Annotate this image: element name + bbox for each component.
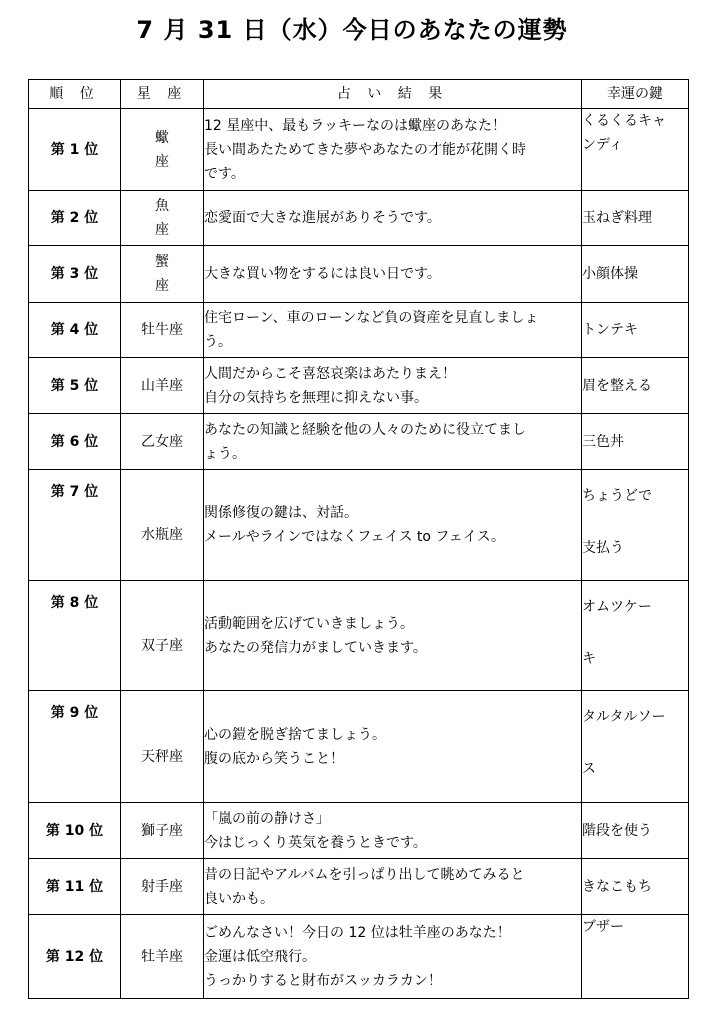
lucky-key-cell [582, 581, 689, 691]
rank-cell: 第 8 位 [29, 581, 121, 691]
result-cell [204, 581, 582, 691]
lucky-key-line: キ [582, 651, 596, 667]
lucky-key-cell [582, 191, 689, 246]
result-line: 12 星座中、最もラッキーなのは蠍座のあなた！ [204, 117, 506, 134]
lucky-key-cell [582, 859, 689, 915]
lucky-key-line: くるくるキャ [582, 113, 666, 129]
lucky-key-line: オムツケー [582, 599, 652, 615]
sign-cell: 水瓶座 [121, 470, 204, 581]
header-rank: 順 位 [29, 80, 121, 109]
result-cell [204, 691, 582, 803]
result-line: うっかりすると財布がスッカラカン！ [204, 972, 442, 989]
table-row [29, 358, 689, 414]
lucky-key-cell [582, 691, 689, 803]
table-row [29, 691, 689, 803]
lucky-key-line: きなこもち [582, 878, 652, 895]
result-line: あなたの知識と経験を他の人々のために役立てまし [204, 421, 526, 438]
header-key: 幸運の鍵 [582, 80, 689, 109]
result-cell [204, 246, 582, 303]
result-line: 住宅ローン、車のローンなど負の資産を見直しましょ [204, 310, 539, 326]
lucky-key-line: ス [582, 761, 596, 777]
sign-cell: 天秤座 [121, 691, 204, 803]
result-line: 長い間あたためてきた夢やあなたの才能が花開く時 [204, 141, 526, 158]
table-row [29, 109, 689, 191]
result-line: う。 [204, 334, 232, 350]
rank-cell: 第 5 位 [29, 358, 121, 414]
rank-cell: 第 10 位 [29, 803, 121, 859]
rank-cell: 第 11 位 [29, 859, 121, 915]
table-header-row [29, 80, 689, 109]
sign-cell: 双子座 [121, 581, 204, 691]
result-cell [204, 191, 582, 246]
sign-cell: 蟹 座 [121, 246, 204, 303]
table-row [29, 915, 689, 999]
table-row [29, 414, 689, 470]
result-line: 関係修復の鍵は、対話。 [204, 505, 358, 521]
lucky-key-cell [582, 414, 689, 470]
result-line: 昔の日記やアルバムを引っぱり出して眺めてみると [204, 866, 525, 883]
lucky-key-cell [582, 303, 689, 358]
lucky-key-line: ちょうどで [582, 488, 652, 504]
result-line: 自分の気持ちを無理に抑えない事。 [204, 389, 428, 406]
lucky-key-line: 眉を整える [582, 377, 652, 394]
result-line: 人間だからこそ喜怒哀楽はあたりまえ！ [204, 365, 456, 382]
lucky-key-line: ンディ [582, 137, 623, 153]
result-line: 心の鎧を脱ぎ捨てましょう。 [204, 726, 386, 743]
lucky-key-cell [582, 246, 689, 303]
table-row [29, 246, 689, 303]
lucky-key-line: タルタルソー [582, 709, 666, 725]
result-line: ごめんなさい！今日の 12 位は牡羊座のあなた！ [204, 924, 511, 941]
fortune-table [28, 79, 689, 999]
result-cell [204, 915, 582, 999]
table-row [29, 470, 689, 581]
lucky-key-cell [582, 803, 689, 859]
lucky-key-line: 玉ねぎ料理 [582, 210, 652, 226]
sign-cell: 牡羊座 [121, 915, 204, 999]
result-cell [204, 414, 582, 470]
result-line: 大きな買い物をするには良い日です。 [204, 266, 441, 282]
result-cell [204, 470, 582, 581]
lucky-key-line: 支払う [582, 540, 624, 556]
sign-cell: 山羊座 [121, 358, 204, 414]
result-cell [204, 109, 582, 191]
lucky-key-line: 小顔体操 [582, 266, 638, 282]
table-row [29, 803, 689, 859]
rank-cell: 第 6 位 [29, 414, 121, 470]
lucky-key-line: 階段を使う [582, 822, 652, 839]
result-cell [204, 859, 582, 915]
sign-cell: 獅子座 [121, 803, 204, 859]
result-line: ょう。 [204, 445, 246, 462]
rank-cell: 第 7 位 [29, 470, 121, 581]
header-sign: 星 座 [121, 80, 204, 109]
rank-cell: 第 3 位 [29, 246, 121, 303]
rank-cell: 第 9 位 [29, 691, 121, 803]
table-row [29, 303, 689, 358]
page-title: 7 月 31 日（水）今日のあなたの運勢 [136, 16, 568, 44]
result-line: 腹の底から笑うこと！ [204, 750, 344, 767]
result-line: 「嵐の前の静けさ」 [204, 810, 330, 827]
rank-cell: 第 4 位 [29, 303, 121, 358]
result-line: 金運は低空飛行。 [204, 948, 316, 965]
sign-cell: 乙女座 [121, 414, 204, 470]
table-row [29, 859, 689, 915]
rank-cell: 第 12 位 [29, 915, 121, 999]
rank-cell: 第 1 位 [29, 109, 121, 191]
result-cell [204, 803, 582, 859]
result-line: です。 [204, 165, 245, 182]
lucky-key-cell [582, 470, 689, 581]
header-result: 占 い 結 果 [204, 80, 582, 109]
sign-cell: 牡牛座 [121, 303, 204, 358]
result-line: 恋愛面で大きな進展がありそうです。 [204, 210, 441, 226]
result-cell [204, 358, 582, 414]
result-line: 良いかも。 [204, 890, 274, 907]
result-line: あなたの発信力がましていきます。 [204, 639, 427, 656]
result-cell [204, 303, 582, 358]
table-row [29, 581, 689, 691]
lucky-key-cell [582, 915, 689, 999]
result-line: 今はじっくり英気を養うときです。 [204, 834, 427, 851]
sign-cell: 蠍 座 [121, 109, 204, 191]
lucky-key-cell [582, 358, 689, 414]
lucky-key-line: ブザー [582, 919, 624, 935]
lucky-key-line: トンテキ [582, 322, 638, 338]
rank-cell: 第 2 位 [29, 191, 121, 246]
lucky-key-line: 三色丼 [582, 433, 624, 450]
result-line: メールやラインではなくフェイス to フェイス。 [204, 529, 505, 545]
sign-cell: 魚 座 [121, 191, 204, 246]
table-row [29, 191, 689, 246]
sign-cell: 射手座 [121, 859, 204, 915]
result-line: 活動範囲を広げていきましょう。 [204, 615, 414, 632]
lucky-key-cell [582, 109, 689, 191]
